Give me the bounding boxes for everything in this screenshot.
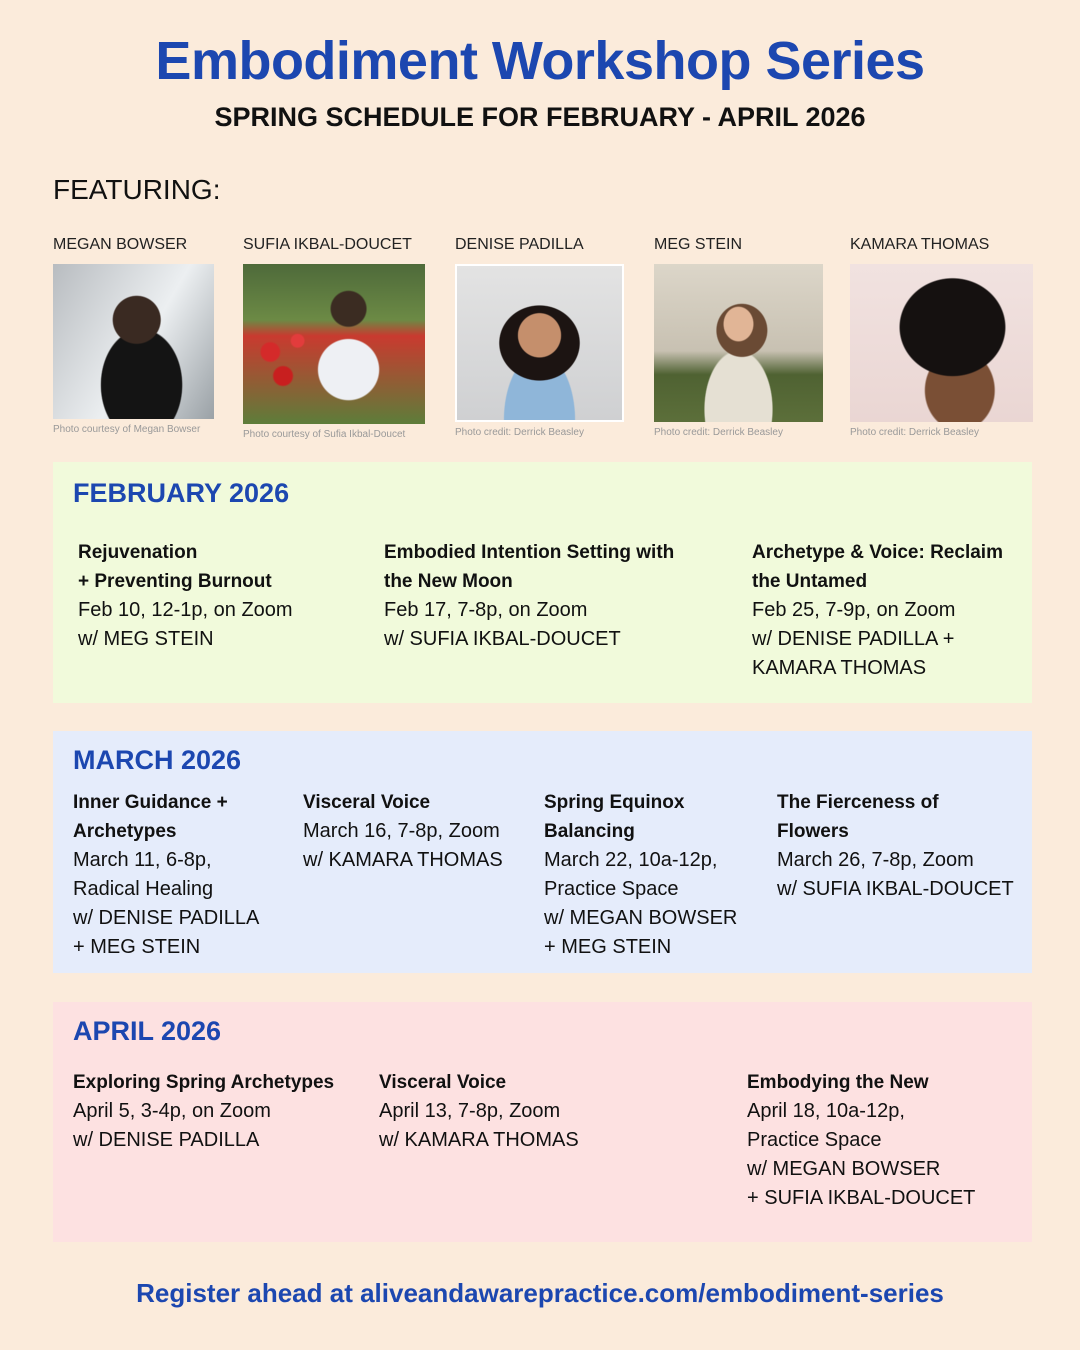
- event-title: The Fierceness of: [777, 792, 939, 813]
- event-title: + Preventing Burnout: [78, 571, 272, 592]
- featuring-label: FEATURING:: [53, 174, 221, 205]
- event-card: [73, 788, 259, 962]
- event-detail: w/ SUFIA IKBAL-DOUCET: [777, 878, 1014, 900]
- event-detail: KAMARA THOMAS: [752, 657, 927, 679]
- person-photo: [455, 264, 624, 422]
- event-detail: + MEG STEIN: [73, 936, 201, 958]
- person-photo: [53, 264, 214, 419]
- event-card: [777, 788, 1014, 904]
- event-detail: Practice Space: [544, 878, 679, 900]
- person-name: KAMARA THOMAS: [850, 236, 990, 253]
- event-detail: w/ DENISE PADILLA: [73, 907, 260, 929]
- event-detail: Feb 17, 7-8p, on Zoom: [384, 599, 588, 621]
- event-detail: w/ KAMARA THOMAS: [379, 1129, 579, 1151]
- event-card: [544, 788, 737, 962]
- month-heading: FEBRUARY 2026: [73, 478, 290, 508]
- event-title: Archetypes: [73, 821, 177, 842]
- event-title: the New Moon: [384, 571, 513, 592]
- event-title: Rejuvenation: [78, 542, 198, 563]
- event-card: [303, 788, 503, 875]
- event-title: Embodied Intention Setting with: [384, 542, 675, 563]
- photo-credit: Photo credit: Derrick Beasley: [654, 427, 783, 438]
- event-title: Inner Guidance +: [73, 792, 228, 813]
- event-detail: w/ DENISE PADILLA: [73, 1129, 260, 1151]
- event-title: Spring Equinox: [544, 792, 685, 813]
- featured-person-meg-stein: [654, 236, 823, 438]
- event-title: Visceral Voice: [379, 1072, 507, 1093]
- event-detail: w/ MEG STEIN: [78, 628, 214, 650]
- event-card: [379, 1068, 579, 1155]
- event-detail: April 18, 10a-12p,: [747, 1100, 905, 1122]
- event-title: Flowers: [777, 821, 849, 842]
- event-detail: Practice Space: [747, 1129, 882, 1151]
- person-photo: [850, 264, 1033, 422]
- event-title: Balancing: [544, 821, 635, 842]
- event-detail: w/ KAMARA THOMAS: [303, 849, 503, 871]
- event-card: [78, 538, 293, 654]
- event-detail: April 13, 7-8p, Zoom: [379, 1100, 561, 1122]
- event-detail: + MEG STEIN: [544, 936, 672, 958]
- featured-person-kamara-thomas: [850, 236, 1033, 438]
- person-photo: [243, 264, 425, 424]
- event-title: Archetype & Voice: Reclaim: [752, 542, 1003, 563]
- event-detail: w/ MEGAN BOWSER: [747, 1158, 941, 1180]
- event-detail: w/ DENISE PADILLA +: [752, 628, 955, 650]
- event-detail: w/ SUFIA IKBAL-DOUCET: [384, 628, 621, 650]
- event-detail: March 16, 7-8p, Zoom: [303, 820, 500, 842]
- march-section: [53, 731, 1032, 973]
- photo-credit: Photo credit: Derrick Beasley: [455, 427, 584, 438]
- page-subtitle: SPRING SCHEDULE FOR FEBRUARY - APRIL 2026: [214, 102, 866, 132]
- photo-credit: Photo courtesy of Sufia Ikbal-Doucet: [243, 429, 406, 440]
- event-detail: April 5, 3-4p, on Zoom: [73, 1100, 271, 1122]
- event-detail: March 26, 7-8p, Zoom: [777, 849, 974, 871]
- event-card: [747, 1068, 975, 1213]
- register-link[interactable]: Register ahead at aliveandawarepractice.com/embodiment-series: [136, 1278, 944, 1308]
- event-card: [752, 538, 1003, 683]
- featured-person-denise-padilla: [455, 236, 624, 438]
- event-title: Exploring Spring Archetypes: [73, 1072, 335, 1093]
- february-section: [53, 462, 1032, 703]
- month-heading: APRIL 2026: [73, 1016, 222, 1046]
- photo-credit: Photo credit: Derrick Beasley: [850, 427, 979, 438]
- month-heading: MARCH 2026: [73, 745, 242, 775]
- event-detail: w/ MEGAN BOWSER: [544, 907, 738, 929]
- person-name: MEGAN BOWSER: [53, 236, 188, 253]
- event-detail: + SUFIA IKBAL-DOUCET: [747, 1187, 976, 1209]
- event-detail: Feb 25, 7-9p, on Zoom: [752, 599, 956, 621]
- person-name: SUFIA IKBAL-DOUCET: [243, 236, 412, 253]
- person-name: MEG STEIN: [654, 236, 743, 253]
- event-title: Embodying the New: [747, 1072, 929, 1093]
- page-title: Embodiment Workshop Series: [155, 31, 925, 91]
- featured-person-megan-bowser: [53, 236, 214, 435]
- person-name: DENISE PADILLA: [455, 236, 584, 253]
- event-card: [384, 538, 674, 654]
- event-title: Visceral Voice: [303, 792, 431, 813]
- photo-credit: Photo courtesy of Megan Bowser: [53, 424, 201, 435]
- event-detail: Radical Healing: [73, 878, 214, 900]
- person-photo: [654, 264, 823, 422]
- event-detail: Feb 10, 12-1p, on Zoom: [78, 599, 293, 621]
- event-detail: March 11, 6-8p,: [73, 849, 212, 871]
- event-detail: March 22, 10a-12p,: [544, 849, 718, 871]
- featured-person-sufia-ikbal-doucet: [243, 236, 425, 440]
- event-title: the Untamed: [752, 571, 868, 592]
- april-section: [53, 1002, 1032, 1242]
- event-card: [73, 1068, 334, 1155]
